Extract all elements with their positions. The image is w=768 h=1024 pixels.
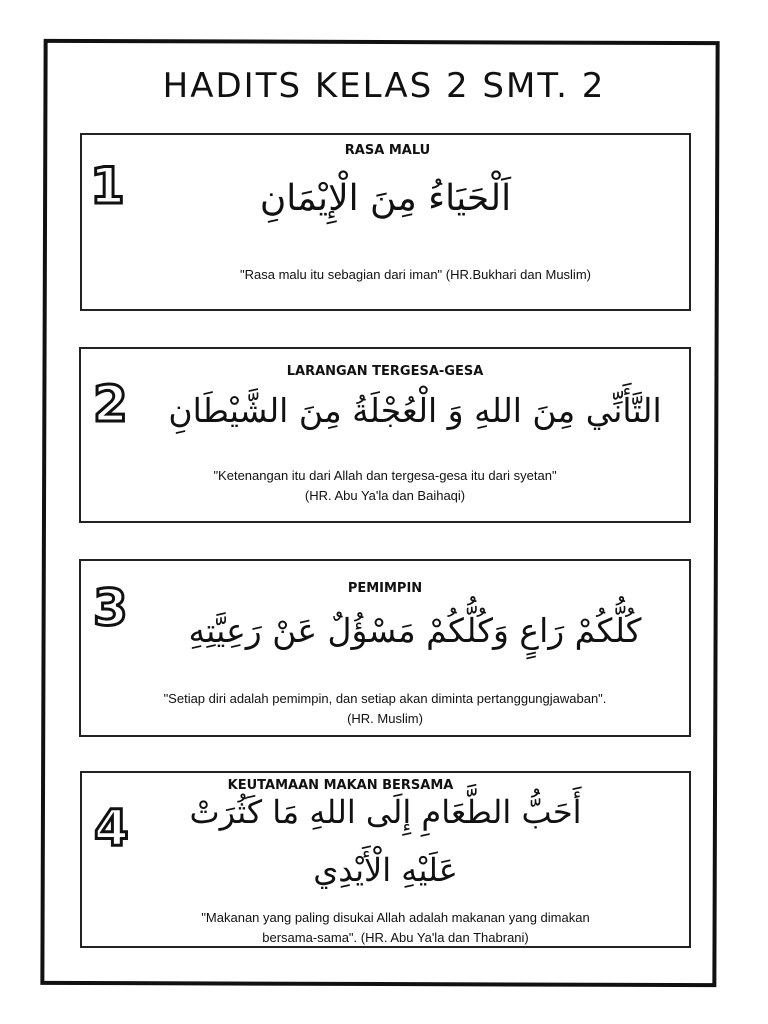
card-title: RASA MALU bbox=[344, 143, 431, 158]
hadith-card-1 bbox=[80, 133, 691, 311]
arabic-text: اَلْحَيَاءُ مِنَ الْإِيْمَانِ bbox=[259, 178, 512, 219]
hadith-card-3 bbox=[79, 559, 691, 737]
card-number: 3 bbox=[93, 579, 128, 637]
translation-text-line1: "Ketenangan itu dari Allah dan tergesa-gesa itu dari syetan" bbox=[213, 468, 557, 483]
translation-text: "Rasa malu itu sebagian dari iman" (HR.Bukhari dan Muslim) bbox=[240, 267, 591, 282]
translation-text-line2: bersama-sama". (HR. Abu Ya'la dan Thabrani) bbox=[262, 930, 529, 945]
card-number: 2 bbox=[93, 375, 128, 433]
arabic-text: التَّأَنِّي مِنَ اللهِ وَ الْعُجْلَةُ مِنَ الشَّيْطَانِ bbox=[168, 391, 662, 430]
translation-text-line1: "Makanan yang paling disukai Allah adalah makanan yang dimakan bbox=[201, 910, 590, 925]
hadith-card-4 bbox=[80, 771, 691, 948]
translation-text-line2: (HR. Abu Ya'la dan Baihaqi) bbox=[304, 488, 466, 503]
page-title: HADITS KELAS 2 SMT. 2 bbox=[162, 66, 606, 106]
card-title: PEMIMPIN bbox=[347, 581, 423, 596]
card-number-text: 1 bbox=[90, 157, 125, 215]
arabic-text: كُلُّكُمْ رَاعٍ وَكُلُّكُمْ مَسْؤُلٌ عَنْ رَعِيَّتِهِ bbox=[188, 611, 642, 650]
arabic-text-line1: أَحَبُّ الطَّعَامِ إِلَى اللهِ مَا كَثُرَتْ bbox=[189, 793, 582, 831]
hadith-card-2 bbox=[79, 347, 691, 523]
arabic-text-line2: عَلَيْهِ الْأَيْدِي bbox=[313, 851, 458, 889]
translation-text-line1: "Setiap diri adalah pemimpin, dan setiap akan diminta pertanggungjawaban". bbox=[163, 691, 607, 706]
card-number: 4 bbox=[94, 799, 129, 857]
card-title: KEUTAMAAN MAKAN BERSAMA bbox=[227, 778, 454, 793]
translation-text-line2: (HR. Muslim) bbox=[347, 711, 423, 726]
card-title: LARANGAN TERGESA-GESA bbox=[286, 364, 484, 379]
